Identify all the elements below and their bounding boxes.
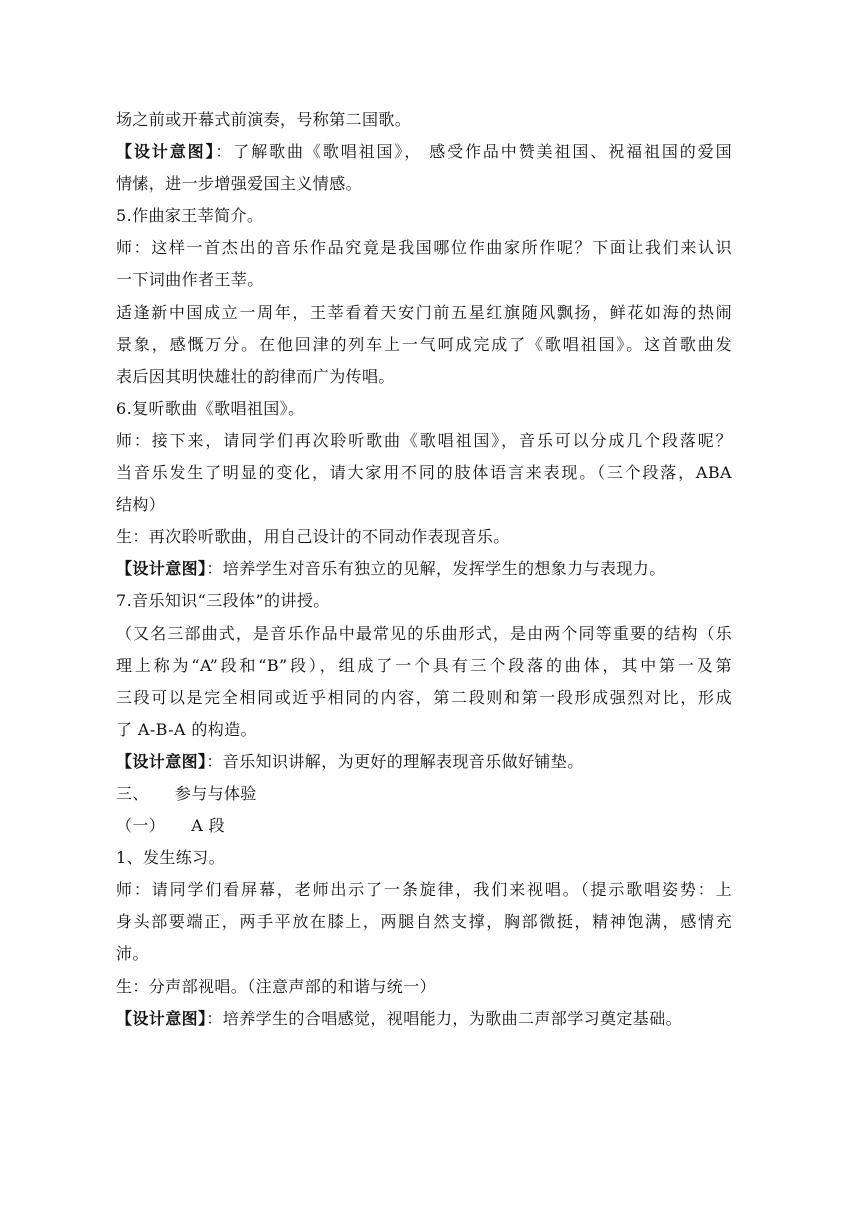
design-intent-label: 【设计意图】	[116, 559, 207, 579]
section-heading	[116, 778, 732, 810]
text-line: 三段可以是完全相同或近乎相同的内容，第二段则和第一段形成强烈对比，形成	[116, 687, 732, 707]
subsection-heading	[116, 810, 732, 842]
text-line-content: ：了解歌曲《歌唱祖国》， 感受作品中赞美祖国、祝福祖国的爱国	[215, 142, 732, 162]
design-intent-label: 【设计意图】	[116, 142, 216, 162]
text-line-content: ：培养学生对音乐有独立的见解，发挥学生的想象力与表现力。	[206, 559, 666, 579]
design-intent-label: 【设计意图】	[116, 1008, 207, 1028]
text-line: （又名三部曲式，是音乐作品中最常见的乐曲形式，是由两个同等重要的结构（乐	[116, 623, 732, 643]
text-line: 师：接下来，请同学们再次聆听歌曲《歌唱祖国》，音乐可以分成几个段落呢？	[116, 430, 732, 450]
section-heading: 5.作曲家王莘简介。	[116, 206, 264, 226]
text-line: 身头部要端正，两手平放在膝上，两腿自然支撑，胸部微挺，精神饱满，感情充	[116, 912, 732, 932]
text-line: 结构）	[116, 495, 166, 515]
text-line: 了 A-B-A 的构造。	[116, 719, 257, 739]
text-line: 表后因其明快雄壮的韵律而广为传唱。	[116, 366, 395, 386]
text-line: 一下词曲作者王莘。	[116, 270, 264, 290]
text-line	[116, 136, 732, 168]
text-line: 适逢新中国成立一周年，王莘看着天安门前五星红旗随风飘扬，鲜花如海的热闹	[116, 302, 732, 322]
text-line	[116, 553, 732, 585]
text-line: 沛。	[116, 944, 149, 964]
text-line: 师：这样一首杰出的音乐作品究竟是我国哪位作曲家所作呢？下面让我们来认识	[116, 238, 732, 258]
section-title: 参与与体验	[174, 783, 257, 803]
text-line	[116, 1003, 732, 1035]
text-line: 当音乐发生了明显的变化，请大家用不同的肢体语言来表现。（三个段落，ABA	[116, 463, 732, 483]
text-line-content: ：音乐知识讲解，为更好的理解表现音乐做好铺垫。	[206, 751, 584, 771]
text-line: 师：请同学们看屏幕，老师出示了一条旋律，我们来视唱。（提示歌唱姿势：上	[116, 880, 732, 900]
text-line: 场之前或开幕式前演奏，号称第二国歌。	[116, 110, 412, 129]
text-line: 理上称为“A”段和“B”段），组成了一个具有三个段落的曲体，其中第一及第	[116, 655, 732, 675]
section-heading: 6.复听歌曲《歌唱祖国》。	[116, 398, 305, 418]
section-number: 三、	[116, 783, 149, 803]
text-line	[116, 746, 732, 778]
text-line-content: ：培养学生的合唱感觉，视唱能力，为歌曲二声部学习奠定基础。	[206, 1008, 683, 1028]
text-line: 1、发生练习。	[116, 848, 225, 868]
section-heading: 7.音乐知识“三段体”的讲授。	[116, 591, 330, 611]
document-page	[116, 104, 732, 1035]
text-line: 情愫，进一步增强爱国主义情感。	[116, 174, 363, 194]
subsection-title: A 段	[191, 816, 226, 836]
text-line: 生：分声部视唱。（注意声部的和谐与统一）	[116, 976, 437, 996]
text-line: 景象，感慨万分。在他回津的列车上一气呵成完成了《歌唱祖国》。这首歌曲发	[116, 334, 732, 354]
text-line: 生：再次聆听歌曲，用自己设计的不同动作表现音乐。	[116, 527, 510, 547]
subsection-number: （一）	[116, 816, 166, 836]
design-intent-label: 【设计意图】	[116, 751, 207, 771]
